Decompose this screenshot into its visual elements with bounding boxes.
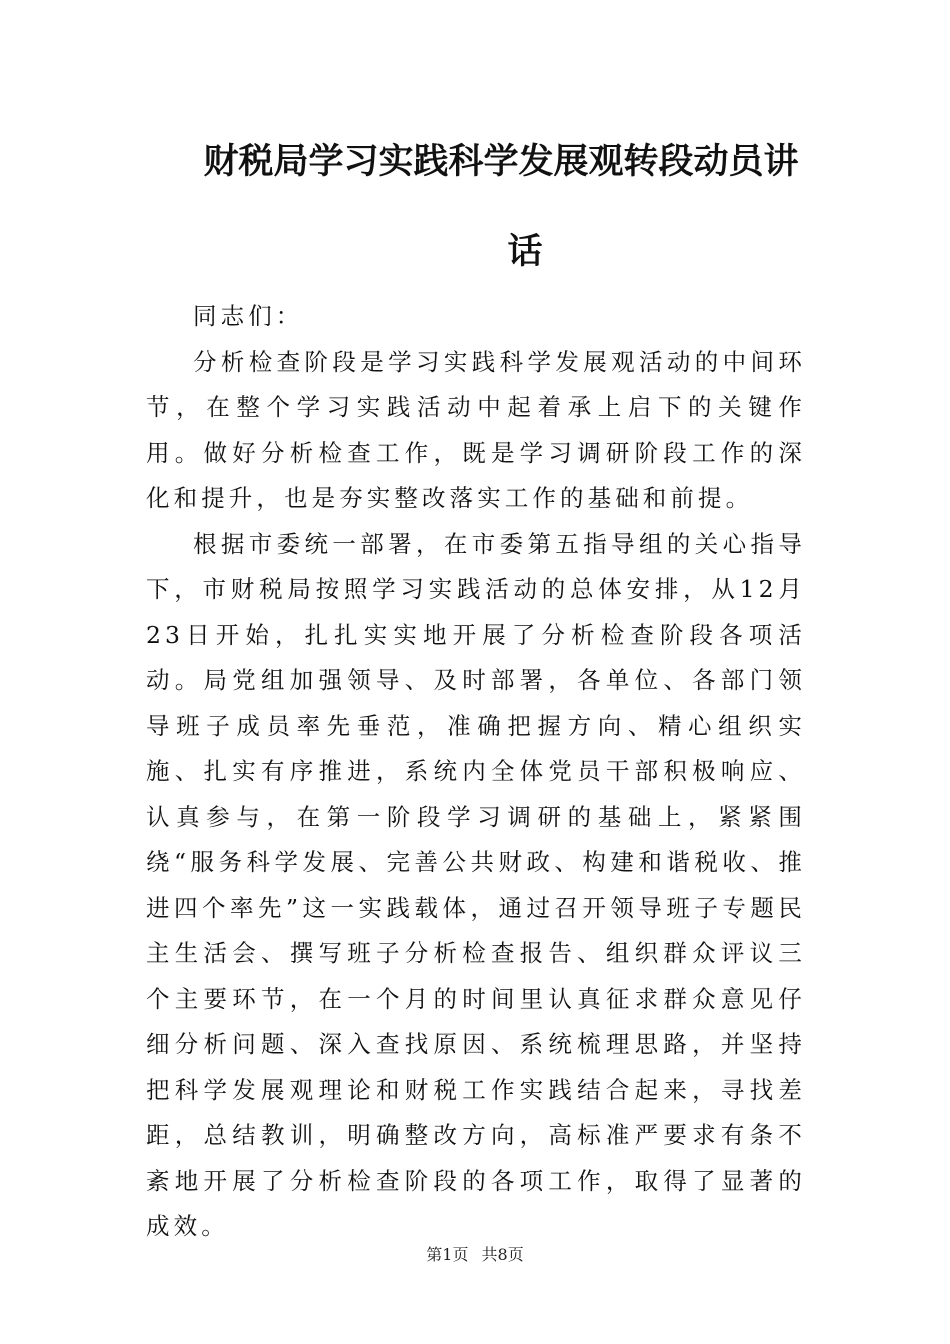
page-number: 第1页: [426, 1245, 469, 1264]
page-footer: [0, 1242, 950, 1265]
paragraph-2: 根据市委统一部署，在市委第五指导组的关心指导下，市财税局按照学习实践活动的总体安排，从12月23日开始，扎扎实实地开展了分析检查阶段各项活动。局党组加强领导、及时部署，各单位、各部门领导班子成员率先垂范，准确把握方向、精心组织实施、扎实有序推进，系统内全体党员干部积极响应、认真参与，在第一阶段学习调研的基础上，紧紧围绕“服务科学发展、完善公共财政、构建和谐税收、推进四个率先”这一实践载体，通过召开领导班子专题民主生活会、撰写班子分析检查报告、组织群众评议三个主要环节，在一个月的时间里认真征求群众意见仔细分析问题、深入查找原因、系统梳理思路，并坚持把科学发展观理论和财税工作实践结合起来，寻找差距，总结教训，明确整改方向，高标准严要求有条不紊地开展了分析检查阶段的各项工作，取得了显著的成效。: [146, 529, 806, 1240]
document-body: [146, 294, 806, 1250]
paragraph-1: 分析检查阶段是学习实践科学发展观活动的中间环节，在整个学习实践活动中起着承上启下的关键作用。做好分析检查工作，既是学习调研阶段工作的深化和提升，也是夯实整改落实工作的基础和前提。: [146, 347, 806, 512]
salutation: 同志们：: [193, 302, 304, 330]
document-title-line-1: 财税局学习实践科学发展观转段动员讲: [203, 142, 799, 182]
document-title-line-2: 话: [507, 232, 543, 272]
page-total: 共8页: [481, 1245, 524, 1264]
